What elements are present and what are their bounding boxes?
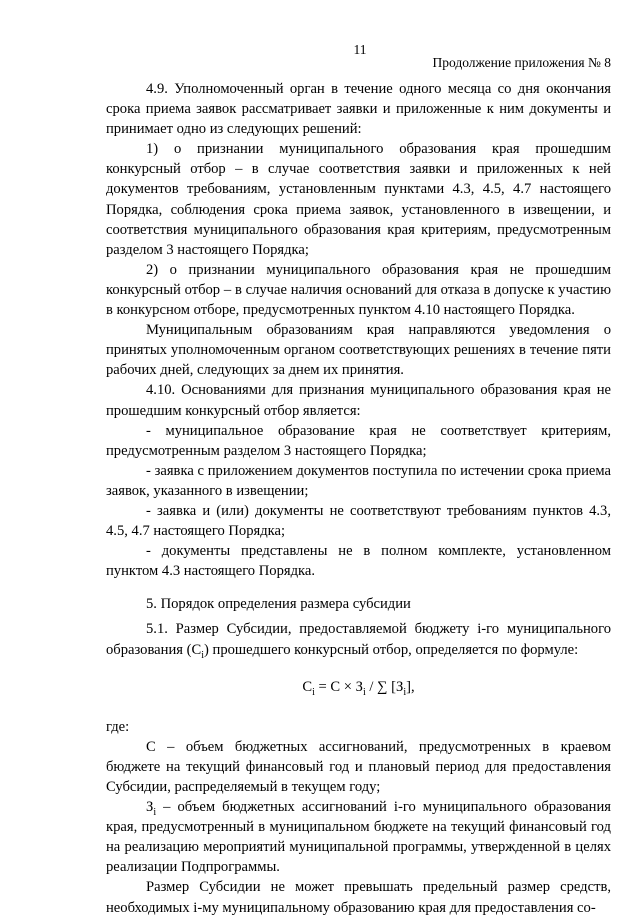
paragraph-subsidy-limit: Размер Субсидии не может превышать предельный размер средств, необходимых i-му муниципальному образованию края для предоставления со- <box>106 879 611 916</box>
list-item-late-submission: - заявка с приложением документов поступила по истечении срока приема заявок, указанного в извещении; <box>106 462 611 499</box>
section-5-heading: 5. Порядок определения размера субсидии <box>146 596 411 613</box>
list-item-criteria: - муниципальное образование края не соответствует критериям, предусмотренным разделом 3 настоящего Порядка; <box>106 422 611 459</box>
paragraph-decision-2: 2) о признании муниципального образования края не прошедшим конкурсный отбор – в случае наличия оснований для отказа в допуске к участию в конкурсном отборе, предусмотренных пунктом 4.10 настоящего Порядка. <box>106 261 611 319</box>
continuation-header: Продолжение приложения № 8 <box>432 55 611 70</box>
definition-z: $З_i$ – объем бюджетных ассигнований i-го муниципального образования края, предусмотренный в муниципальном бюджете на текущий финансовый год на реализацию мероприятий муниципальной программы, утвержденной в целях реализации Подпрограммы. <box>106 799 611 876</box>
paragraph-5-1: 5.1. Размер Субсидии, предоставляемой бюджету i-го муниципального образования $(C_i)$ прошедшего конкурсный отбор, определяется по формуле: <box>106 621 611 661</box>
definition-c: C – объем бюджетных ассигнований, предусмотренных в краевом бюджете на текущий финансовый год и плановый период для предоставления Субсидии, распределяемый в текущем году; <box>106 738 611 795</box>
paragraph-4-9: 4.9. Уполномоченный орган в течение одного месяца со дня окончания срока приема заявок рассматривает заявки и приложенные к ним документы и принимает одно из следующих решений: <box>106 81 611 138</box>
document-body <box>106 79 611 918</box>
paragraph-notifications: Муниципальным образованиям края направляются уведомления о принятых уполномоченным органом соответствующих решениях в течение пяти рабочих дней, следующих за днем их принятия. <box>106 322 611 379</box>
list-item-requirements: - заявка и (или) документы не соответствуют требованиям пунктов 4.3, 4.5, 4.7 настоящего Порядка; <box>106 502 611 540</box>
where-label: где: <box>106 718 130 735</box>
subsidy-formula: $C_i = C \times З_i$ / ∑ $[З_i]$, <box>302 678 415 698</box>
paragraph-decision-1: 1) о признании муниципального образования края прошедшим конкурсный отбор – в случае соответствия заявки и приложенных к ней документов требованиям, установленным пунктами 4.3, 4.5, 4.7 настоящего Порядка, соблюдения срока приема заявок, установленного в извещении, и соответствия муниципального образования края критериям, предусмотренным разделом 3 настоящего Порядка; <box>106 141 611 258</box>
page-number: 11 <box>353 42 367 57</box>
list-item-incomplete: - документы представлены не в полном комплекте, установленном пунктом 4.3 настоящего Порядка. <box>106 543 611 580</box>
paragraph-4-10: 4.10. Основаниями для признания муниципального образования края не прошедшим конкурсный отбор является: <box>106 382 611 419</box>
